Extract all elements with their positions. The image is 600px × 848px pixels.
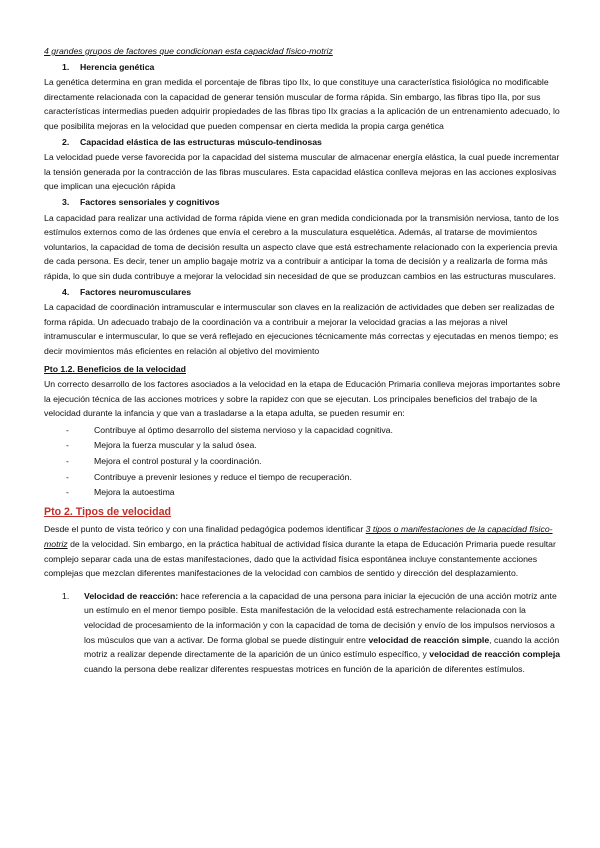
factor-heading-4 [44, 285, 562, 300]
bullet-dash: - [66, 424, 69, 435]
list-item [66, 470, 562, 485]
bullet-dash: - [66, 471, 69, 482]
list-item [62, 589, 562, 677]
factor-text-1: La genética determina en gran medida el porcentaje de fibras tipo IIx, lo que constituye una característica fisiológica no modificable directamente relacionada con la capacidad de generar tensión muscular de forma rápida. Sin embargo, las fibras tipo IIa, por sus características intermedias pueden adquirir propiedades de las fibras tipo IIx gracias a la aplicación de un entrenamiento adecuado, lo que posibilita mejoras en la velocidad que pueden compensar en cierta medida la propia carga genética [44, 77, 560, 131]
bullet-dash: - [66, 440, 69, 451]
benefits-text: Un correcto desarrollo de los factores asociados a la velocidad en la etapa de Educación Primaria conlleva mejoras importantes sobre la ejecución técnica de las acciones motrices y sobre la rapidez con que se ejecutan. Los principales beneficios del trabajo de la velocidad durante la infancia y que van a trasladarse a la etapa adulta, se pueden resumir en: [44, 379, 561, 419]
list-item [66, 454, 562, 469]
list-item-text: Mejora la fuerza muscular y la salud ósea. [94, 440, 257, 451]
factor-number: 4. [62, 286, 70, 297]
types-text-end: de la velocidad. Sin embargo, en la práctica habitual de actividad física durante la etapa de Educación Primaria puede resultar complejo separar cada una de estas manifestaciones, dado que la actividad física espontánea incluye constantemente acciones complejas que mezclan diferentes manifestaciones de la velocidad con cambios de sentido y dirección del desplazamiento. [44, 539, 556, 579]
factor-number: 2. [62, 136, 70, 147]
velocity-types-list [44, 589, 562, 677]
list-item-text: Mejora la autoestima [94, 487, 175, 498]
list-item [66, 438, 562, 453]
factor-title: Factores neuromusculares [80, 286, 192, 297]
factor-text-2: La velocidad puede verse favorecida por la capacidad del sistema muscular de almacenar energía elástica, la cual puede incrementar la tensión generada por la contracción de las fibras musculares. Esta capacidad elástica conlleva mejoras en las acciones explosivas que implican una ejecución rápida [44, 152, 560, 192]
list-item-body [84, 589, 562, 677]
term-bold: velocidad de reacción simple [368, 634, 490, 645]
factor-number: 1. [62, 61, 70, 72]
benefits-list [44, 423, 562, 500]
factor-title: Capacidad elástica de las estructuras músculo-tendinosas [80, 136, 322, 147]
bullet-dash: - [66, 487, 69, 498]
term-text: , cuando la acción motriz a realizar depende directamente de la aparición de un único estímulo específico, y [84, 634, 560, 660]
term-bold: velocidad de reacción compleja [429, 649, 561, 660]
factor-heading-3 [44, 195, 562, 210]
bullet-dash: - [66, 456, 69, 467]
factors-intro-heading: 4 grandes grupos de factores que condicionan esta capacidad físico-motriz [44, 46, 333, 56]
factor-heading-1 [44, 60, 562, 75]
term-title: Velocidad de reacción: [84, 590, 179, 601]
factor-number: 3. [62, 196, 70, 207]
list-item-text: Contribuye al óptimo desarrollo del sistema nervioso y la capacidad cognitiva. [94, 424, 393, 435]
list-item-text: Contribuye a prevenir lesiones y reduce el tiempo de recuperación. [94, 471, 352, 482]
types-text-emphasis: 3 tipos o manifestaciones de la capacidad físico-motriz [44, 524, 553, 549]
factor-text-3: La capacidad para realizar una actividad de forma rápida viene en gran medida condicionada por la transmisión nerviosa, tanto de los estímulos externos como de las órdenes que envía el cerebro a la musculatura esquelética. Además, al tratarse de movimientos voluntarios, la capacidad de toma de decisión resulta un aspecto clave que está estrechamente relacionado con la experiencia previa de cada persona. Es decir, tener un amplio bagaje motriz va a contribuir a anticipar la toma de decisión y a realizarla de forma más rápida, lo que sin duda contribuye a mejorar la velocidad sin necesidad de que se produzcan cambios en las estructuras musculares. [44, 212, 559, 281]
factor-title: Herencia genética [80, 61, 155, 72]
factor-text-4: La capacidad de coordinación intramuscular e intermuscular son claves en la realización de actividades que deben ser realizadas de forma rápida. Un adecuado trabajo de la coordinación va a contribuir a mejorar la velocidad gracias a las mejoras a nivel intramuscular e intermuscular, lo que se verá reflejado en ejecuciones técnicamente más correctas y ejecutadas en menos tiempo; es decir movimientos más eficientes en relación al objetivo del movimiento [44, 302, 559, 356]
factor-title: Factores sensoriales y cognitivos [80, 196, 220, 207]
types-text-start: Desde el punto de vista teórico y con una finalidad pedagógica podemos identificar [44, 524, 366, 535]
types-heading: Pto 2. Tipos de velocidad [44, 505, 171, 518]
factor-heading-2 [44, 135, 562, 150]
benefits-heading: Pto 1.2. Beneficios de la velocidad [44, 364, 186, 375]
list-item [66, 485, 562, 500]
list-item-text: Mejora el control postural y la coordinación. [94, 456, 262, 467]
term-text: hace referencia a la capacidad de una persona para iniciar la ejecución de una acción motriz ante un estímulo en el menor tiempo posible. Esta manifestación de la velocidad está estrechamente relacionada con la velocidad de procesamiento de la información y con la capacidad de toma de decisión y envío de los impulsos nerviosos a los músculos que van a activar. De forma global se puede distinguir entre [84, 590, 557, 645]
list-item [66, 423, 562, 438]
types-text [44, 522, 562, 580]
list-item-number: 1. [62, 590, 70, 601]
term-text: cuando la persona debe realizar diferentes respuestas motrices en función de la aparición de diferentes estímulos. [84, 663, 525, 674]
